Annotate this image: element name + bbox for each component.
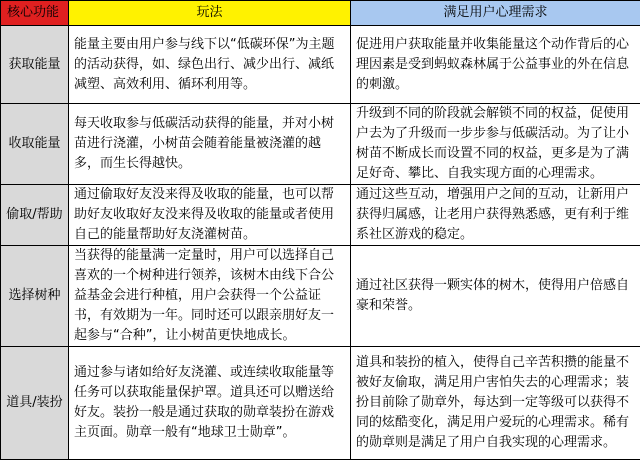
- table-row: [1, 246, 640, 347]
- row-function: 偷取/帮助: [1, 185, 69, 246]
- row-user-need: 升级到不同的阶段就会解锁不同的权益，促使用户去为了升级而一步步参与低碳活动。为了让小树苗不断成长而设置不同的权益，更多是为了满足好奇、攀比、自我实现方面的心理需求。: [351, 104, 640, 185]
- table-row: [1, 26, 640, 104]
- header-user-needs: 满足用户心理需求: [351, 1, 640, 26]
- row-user-need: 道具和装扮的植入，使得自己辛苦积攒的能量不被好友偷取，满足用户害怕失去的心理需求；装扮目前除了勋章外，每达到一定等级可以获得不同的炫酷变化，满足用户爱玩的心理需求。稀有的勋章则是满足了用户自我实现的心理需求。: [351, 347, 640, 460]
- header-core-function: 核心功能: [1, 1, 69, 26]
- header-gameplay: 玩法: [69, 1, 351, 26]
- row-function: 收取能量: [1, 104, 69, 185]
- row-gameplay: 通过参与诸如给好友浇灌、或连续收取能量等任务可以获取能量保护罩。道具还可以赠送给好友。装扮一般是通过获取的勋章装扮在游戏主页面。勋章一般有“地球卫士勋章”。: [69, 347, 351, 460]
- row-function: 选择树种: [1, 246, 69, 347]
- row-user-need: 促进用户获取能量并收集能量这个动作背后的心理因素是受到蚂蚁森林属于公益事业的外在信息的刺激。: [351, 26, 640, 104]
- row-gameplay: 能量主要由用户参与线下以“低碳环保”为主题的活动获得，如、绿色出行、减少出行、减纸减塑、高效利用、循环利用等。: [69, 26, 351, 104]
- table-row: [1, 347, 640, 460]
- row-function: 获取能量: [1, 26, 69, 104]
- header-row: [1, 1, 640, 26]
- row-gameplay: 通过偷取好友没来得及收取的能量，也可以帮助好友收取好友没来得及收取的能量或者使用自己的能量帮助好友浇灌树苗。: [69, 185, 351, 246]
- row-user-need: 通过社区获得一颗实体的树木，使得用户倍感自豪和荣誉。: [351, 246, 640, 347]
- row-gameplay: 当获得的能量满一定量时，用户可以选择自己喜欢的一个树种进行领养，该树木由线下合公益基金会进行种植，用户会获得一个公益证书，有效期为一年。同时还可以跟亲朋好友一起参与“合种”，让小树苗更快地成长。: [69, 246, 351, 347]
- table-row: [1, 104, 640, 185]
- row-function: 道具/装扮: [1, 347, 69, 460]
- row-user-need: 通过这些互动，增强用户之间的互动，让新用户获得归属感，让老用户获得熟悉感，更有利于维系社区游戏的稳定。: [351, 185, 640, 246]
- row-gameplay: 每天收取参与低碳活动获得的能量，并对小树苗进行浇灌，小树苗会随着能量被浇灌的越多，而生长得越快。: [69, 104, 351, 185]
- table-row: [1, 185, 640, 246]
